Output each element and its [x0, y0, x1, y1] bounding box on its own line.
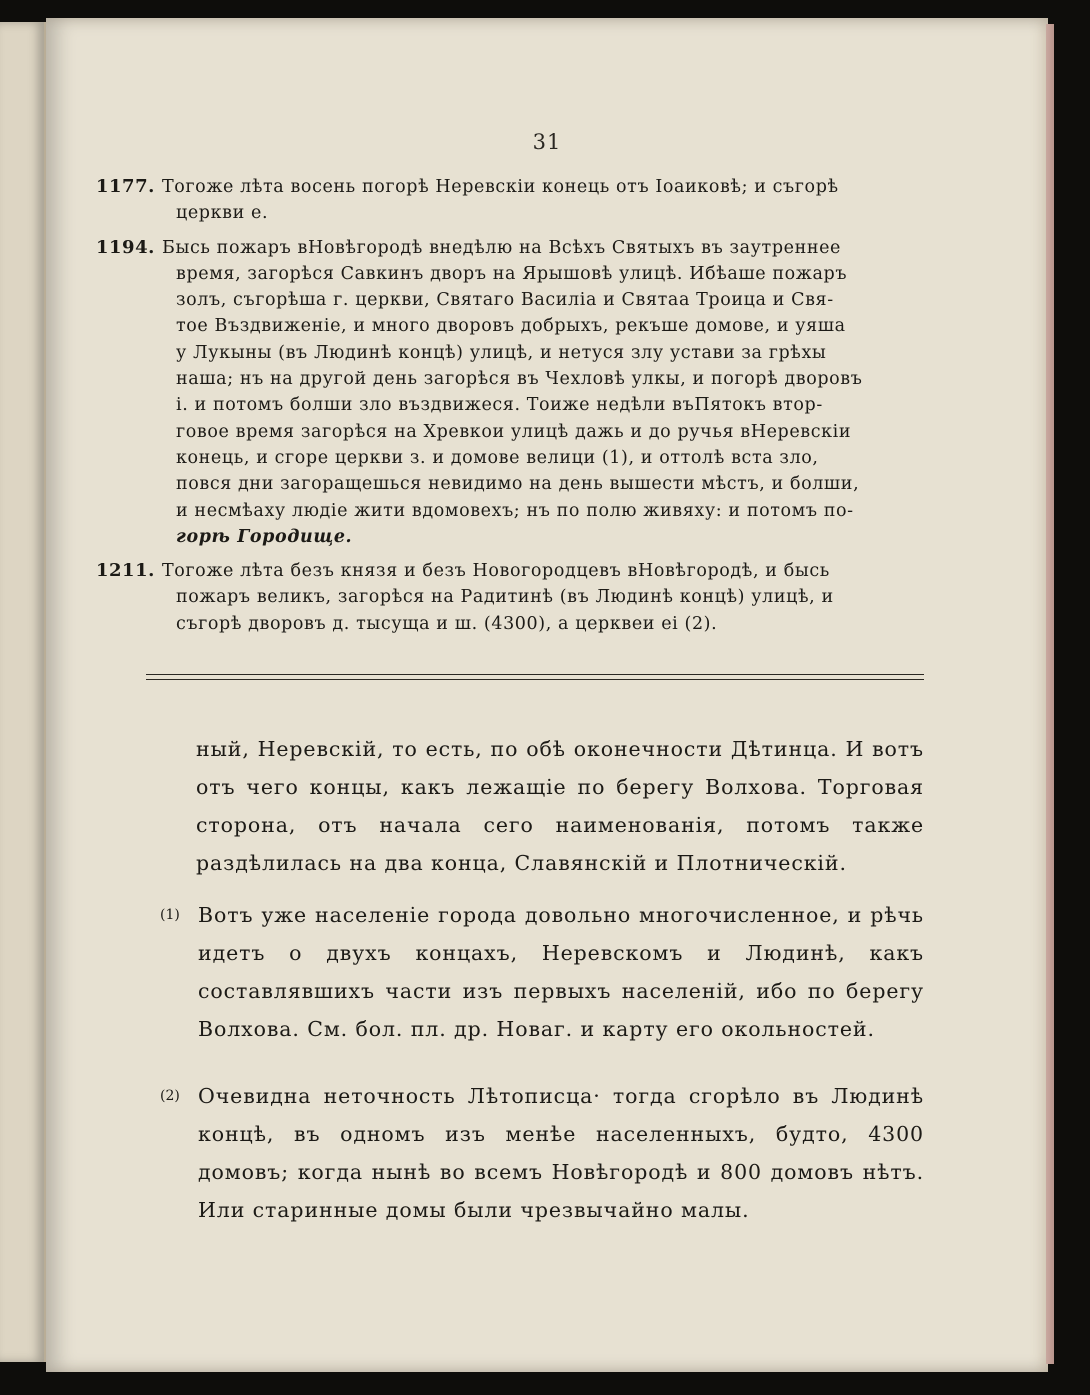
entry-text — [162, 558, 926, 637]
entry-text — [162, 235, 926, 551]
entry-year: 1211. — [96, 560, 155, 582]
entry-line: пожаръ великъ, загорѣся на Радитинѣ (въ Людинѣ концѣ) улицѣ, и — [176, 587, 834, 608]
footnote-text: Очевидна неточность Лѣтописца· тогда сгорѣло въ Людинѣ концѣ, въ одномъ изъ менѣе населенныхъ, будто, 4300 домовъ; когда нынѣ во всемъ Новѣгородѣ и 800 домовъ нѣтъ. Или старинные домы были чрезвычайно малы. — [198, 1084, 924, 1222]
entry-text — [162, 174, 926, 227]
footnote-mark: (2) — [160, 1088, 180, 1104]
entry-line: Тогоже лѣта восень погорѣ Неревскіи конець отъ Іоаиковѣ; и съгорѣ — [162, 177, 839, 197]
entry-line: повся дни загоращешься невидимо на день вышести мѣстъ, и болши, — [176, 474, 860, 495]
footnote-1 — [160, 896, 924, 1048]
chronicle-entry-1177 — [96, 174, 926, 227]
entry-line: и несмѣаху людіе жити вдомовехъ; нъ по полю живяху: и потомъ по- — [176, 500, 854, 521]
entry-line: время, загорѣся Савкинъ дворъ на Ярышовѣ улицѣ. Ибѣаше пожаръ — [176, 263, 848, 284]
entry-year: 1194. — [96, 236, 155, 258]
entry-line: конець, и сгоре церкви з. и домове велици (1), и оттолѣ вста зло, — [176, 447, 819, 468]
left-page-edge — [0, 22, 46, 1362]
chronicle-entry-1194 — [96, 235, 926, 551]
chronicle-entry-1211 — [96, 558, 926, 637]
page-edge-right — [1046, 24, 1054, 1364]
entry-line: Бысь пожаръ вНовѣгородѣ внедѣлю на Всѣхъ Святыхъ въ заутреннее — [162, 237, 842, 258]
entry-line: горѣ Городище. — [176, 526, 353, 547]
chronicle-excerpt — [96, 174, 926, 645]
main-body-text: ный, Неревскій, то есть, по обѣ оконечности Дѣтинца. И вотъ отъ чего концы, какъ лежащіе по берегу Волхова. Торговая сторона, отъ начала сего наименованія, потомъ также раздѣлилась на два конца, Славянскій и Плотническій. — [196, 737, 924, 875]
entry-line: съгорѣ дворовъ д. тысуща и ш. (4300), а церквеи еі (2). — [176, 613, 718, 634]
section-divider-bottom — [146, 679, 924, 680]
entry-line: наша; нъ на другой день загорѣся въ Чехловѣ улкы, и погорѣ дворовъ — [176, 369, 863, 390]
entry-line: і. и потомъ болши зло въздвижеся. Тоиже недѣли въПятокъ втор- — [176, 395, 823, 416]
entry-year: 1177. — [96, 176, 155, 197]
footnote-text: Вотъ уже населеніе города довольно многочисленное, и рѣчь идетъ о двухъ концахъ, Неревскомъ и Людинѣ, какъ составлявшихъ части изъ первыхъ населеній, ибо по берегу Волхова. См. бол. пл. др. Новаг. и карту его окольностей. — [198, 903, 924, 1041]
entry-line: Тогоже лѣта безъ князя и безъ Новогородцевъ вНовѣгородѣ, и бысь — [162, 561, 830, 582]
section-divider-top — [146, 674, 924, 675]
entry-line: у Лукыны (въ Людинѣ концѣ) улицѣ, и нетуся злу устави за грѣхы — [176, 342, 827, 363]
entry-line: говое время загорѣся на Хревкои улицѣ дажь и до ручья вНеревскіи — [176, 421, 852, 442]
entry-line: золъ, съгорѣша г. церкви, Святаго Василіа и Святаа Троица и Свя- — [176, 290, 834, 311]
footnote-mark: (1) — [160, 907, 180, 923]
page-number: 31 — [532, 130, 562, 154]
footnote-2 — [160, 1077, 924, 1229]
entry-line: тое Въздвиженіе, и много дворовъ добрыхъ, рекъше домове, и уяша — [176, 316, 846, 337]
entry-line: церкви е. — [176, 203, 269, 224]
